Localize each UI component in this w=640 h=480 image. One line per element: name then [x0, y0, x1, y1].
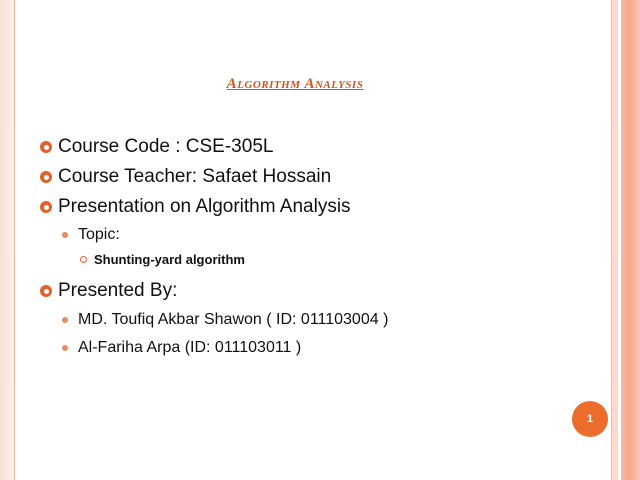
sub-bullet-text: MD. Toufiq Akbar Shawon ( ID: 011103004 ): [78, 311, 389, 328]
bullet-circle-icon: [40, 285, 52, 297]
bullet-text: Course Code : CSE-305L: [58, 136, 274, 157]
sub-bullet-text: Topic:: [78, 226, 120, 243]
sub-bullet-dot-icon: [62, 345, 68, 351]
page-number-badge: 1: [572, 401, 608, 437]
bullet-item: [40, 162, 580, 192]
bullet-circle-icon: [40, 171, 52, 183]
sub-sub-bullet-list: [78, 248, 580, 272]
sub-sub-bullet-item: [78, 248, 580, 272]
sub-bullet-text: Al-Fariha Arpa (ID: 011103011 ): [78, 339, 302, 356]
sub-sub-bullet-ring-icon: [80, 256, 87, 263]
bullet-circle-icon: [40, 201, 52, 213]
sub-bullet-item: [58, 334, 580, 362]
bullet-circle-icon: [40, 141, 52, 153]
sub-bullet-list: [58, 222, 580, 272]
bullet-item: [40, 192, 580, 272]
left-border-decoration: [0, 0, 14, 480]
sub-bullet-dot-icon: [62, 232, 68, 238]
right-border-decoration: [612, 0, 640, 480]
title-initial: A: [304, 76, 315, 92]
bullet-text: Course Teacher: Safaet Hossain: [58, 166, 332, 187]
sub-bullet-dot-icon: [62, 317, 68, 323]
slide-title: [0, 76, 590, 93]
title-word-rest: NALYSIS: [314, 79, 364, 91]
bullet-item: [40, 276, 580, 362]
title-initial: A: [226, 76, 238, 92]
sub-bullet-item: [58, 222, 580, 272]
bullet-list: [40, 132, 580, 362]
sub-bullet-item: [58, 306, 580, 334]
bullet-text: Presented By:: [58, 280, 178, 301]
bullet-item: [40, 132, 580, 162]
sub-sub-bullet-text: Shunting-yard algorithm: [94, 252, 245, 267]
left-border-line: [14, 0, 15, 480]
title-word-rest: LGORITHM: [237, 79, 301, 91]
sub-bullet-list: [58, 306, 580, 362]
bullet-text: Presentation on Algorithm Analysis: [58, 196, 351, 217]
